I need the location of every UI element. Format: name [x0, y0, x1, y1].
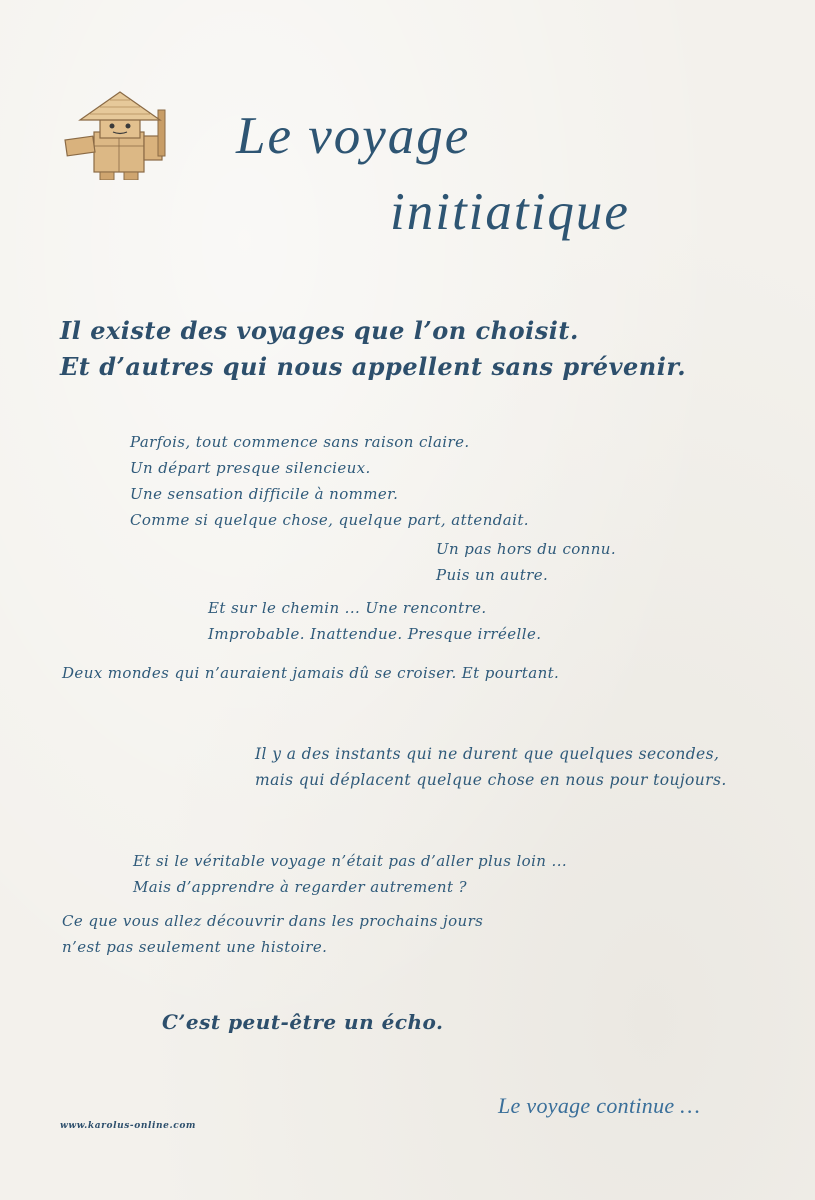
stanza-line: Et si le véritable voyage n’était pas d’aller plus loin ... — [133, 852, 568, 870]
stanza-line: n’est pas seulement une histoire. — [62, 938, 328, 956]
stanza-line: Mais d’apprendre à regarder autrement ? — [133, 878, 467, 896]
title-line-1: Le voyage — [236, 107, 471, 165]
stanza-4 — [62, 660, 559, 686]
stanza-7 — [62, 908, 483, 960]
stanza-line: Un pas hors du connu. — [436, 540, 617, 558]
stanza-line: Une sensation difficile à nommer. — [130, 485, 399, 503]
stanza-line: Et sur le chemin ... Une rencontre. — [208, 599, 487, 617]
stanza-line: Comme si quelque chose, quelque part, attendait. — [130, 511, 529, 529]
stanza-line: Improbable. Inattendue. Presque irréelle. — [208, 625, 542, 643]
stanza-1 — [130, 429, 529, 533]
stanza-line: Ce que vous allez découvrir dans les prochains jours — [62, 912, 484, 930]
stanza-line: Parfois, tout commence sans raison claire. — [130, 433, 470, 451]
echo-line: C’est peut-être un écho. — [162, 1010, 444, 1034]
stanza-line: Deux mondes qui n’auraient jamais dû se croiser. Et pourtant. — [62, 664, 560, 682]
stanza-line: Il y a des instants qui ne durent que quelques secondes, — [255, 745, 720, 763]
stanza-5 — [255, 741, 727, 793]
stanza-3 — [208, 595, 541, 647]
title-line-2: initiatique — [390, 183, 630, 241]
stanza-2 — [436, 536, 616, 588]
intro-line: Et d’autres qui nous appellent sans prévenir. — [60, 352, 687, 381]
closing-line: Le voyage continue … — [498, 1093, 701, 1118]
stanza-line: Puis un autre. — [436, 566, 549, 584]
intro-line: Il existe des voyages que l’on choisit. — [60, 316, 579, 345]
intro-paragraph — [60, 313, 686, 385]
cardboard-robot-mascot-icon — [60, 86, 176, 180]
stanza-line: mais qui déplacent quelque chose en nous pour toujours. — [255, 771, 727, 789]
website-url: www.karolus-online.com — [60, 1121, 197, 1131]
stanza-line: Un départ presque silencieux. — [130, 459, 371, 477]
stanza-6 — [133, 848, 567, 900]
